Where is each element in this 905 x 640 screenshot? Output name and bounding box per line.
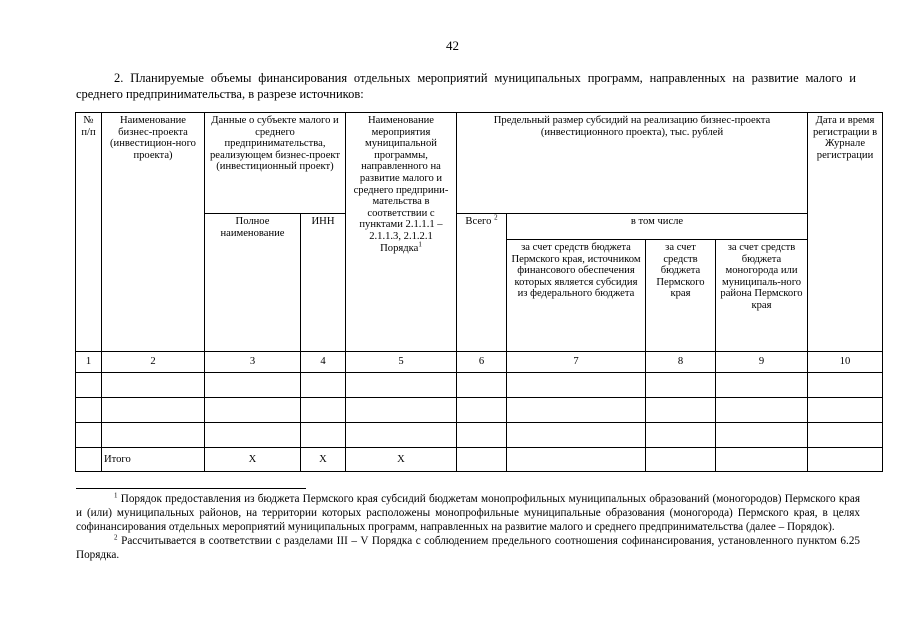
header-regional-budget: за счет средств бюджета Пермского края — [646, 240, 716, 352]
page-number: 42 — [446, 38, 459, 53]
column-number: 10 — [808, 352, 883, 373]
header-full-name: Полное наименование — [205, 214, 301, 352]
table-row — [76, 373, 883, 398]
table-cell — [646, 373, 716, 398]
footnote-2-mark: 2 — [114, 533, 118, 542]
table-cell — [716, 448, 808, 472]
header-number: № п/п — [76, 113, 102, 352]
header-inn: ИНН — [301, 214, 346, 352]
table-cell — [301, 398, 346, 423]
footnote-1 — [76, 492, 860, 534]
section-heading: 2. Планируемые объемы финансирования отдельных мероприятий муниципальных программ, направленных на развитие малого и среднего предпринимательства, в разрезе источников: — [76, 71, 856, 101]
header-project-name: Наименование бизнес-проекта (инвестицион-ного проекта) — [102, 113, 205, 352]
footnote-2 — [76, 534, 860, 562]
total-x-mark: X — [301, 448, 346, 472]
table-row — [76, 398, 883, 423]
table-cell — [716, 373, 808, 398]
footnote-ref-2: 2 — [494, 213, 498, 222]
table-cell — [205, 373, 301, 398]
header-subsidy-limit: Предельный размер субсидий на реализацию бизнес-проекта (инвестиционного проекта), тыс. рублей — [457, 113, 808, 214]
table-cell — [808, 423, 883, 448]
column-number: 5 — [346, 352, 457, 373]
table-cell — [457, 398, 507, 423]
column-numbers-row — [76, 352, 883, 373]
table-cell — [76, 423, 102, 448]
table-cell — [346, 373, 457, 398]
header-total-text: Всего — [465, 216, 492, 227]
footnote-2-text: Рассчитывается в соответствии с разделами III – V Порядка с соблюдением предельного соотношения софинансирования, установленного пунктом 6.25 Порядка. — [76, 535, 861, 561]
table-cell — [507, 423, 646, 448]
table-cell — [507, 448, 646, 472]
table-cell — [102, 373, 205, 398]
header-federal-subsidy: за счет средств бюджета Пермского края, источником финансового обеспечения которых является субсидия из федерального бюджета — [507, 240, 646, 352]
header-including: в том числе — [507, 214, 808, 240]
header-subject-data: Данные о субъекте малого и среднего предпринимательства, реализующем бизнес-проект (инвестиционный проект) — [205, 113, 346, 214]
table-cell — [808, 398, 883, 423]
table-cell — [346, 398, 457, 423]
header-municipal-budget: за счет средств бюджета моногорода или муниципаль-ного района Пермского края — [716, 240, 808, 352]
table-cell — [457, 448, 507, 472]
table-cell — [346, 423, 457, 448]
total-row — [76, 448, 883, 472]
table-cell — [76, 373, 102, 398]
table-cell — [507, 398, 646, 423]
total-label: Итого — [102, 448, 205, 472]
header-measure-name — [346, 113, 457, 352]
table-cell — [716, 423, 808, 448]
column-number: 8 — [646, 352, 716, 373]
table-cell — [205, 398, 301, 423]
table-cell — [457, 423, 507, 448]
column-number: 3 — [205, 352, 301, 373]
table-row — [76, 423, 883, 448]
financing-table — [75, 112, 883, 472]
footnote-1-text: Порядок предоставления из бюджета Пермского края субсидий бюджетам монопрофильных муниципальных образований (моногородов) Пермского края и (или) муниципальных районов, на территории которых расположены монопрофильные муниципальные образования (моногорода) Пермского края, в целях софинансирования отдельных мероприятий муниципальных программ, направленных на развитие малого и среднего предпринимательства (далее – Порядок). — [76, 493, 861, 533]
table-cell — [205, 423, 301, 448]
total-x-mark: X — [205, 448, 301, 472]
table-cell — [76, 398, 102, 423]
total-x-mark: X — [346, 448, 457, 472]
table-cell — [301, 373, 346, 398]
table-cell — [76, 448, 102, 472]
footnote-ref-1: 1 — [418, 240, 422, 248]
footnote-1-mark: 1 — [114, 491, 118, 500]
header-total — [457, 214, 507, 352]
table-cell — [457, 373, 507, 398]
column-number: 9 — [716, 352, 808, 373]
footnotes — [76, 492, 860, 562]
column-number: 1 — [76, 352, 102, 373]
column-number: 2 — [102, 352, 205, 373]
column-number: 4 — [301, 352, 346, 373]
table-cell — [808, 373, 883, 398]
table-cell — [808, 448, 883, 472]
table-cell — [301, 423, 346, 448]
table-cell — [102, 398, 205, 423]
header-measure-text: Наименование мероприятия муниципальной программы, направленного на развитие малого и среднего предприни-мательства в соответствии с пунктами 2.1.1.1 – 2.1.1.3, 2.1.2.1 Порядка — [353, 115, 449, 254]
table-cell — [646, 398, 716, 423]
column-number: 6 — [457, 352, 507, 373]
table-cell — [646, 448, 716, 472]
header-registration-date: Дата и время регистрации в Журнале регистрации — [808, 113, 883, 352]
table-cell — [102, 423, 205, 448]
table-cell — [646, 423, 716, 448]
footnote-separator — [76, 488, 306, 489]
table-cell — [507, 373, 646, 398]
table-cell — [716, 398, 808, 423]
column-number: 7 — [507, 352, 646, 373]
